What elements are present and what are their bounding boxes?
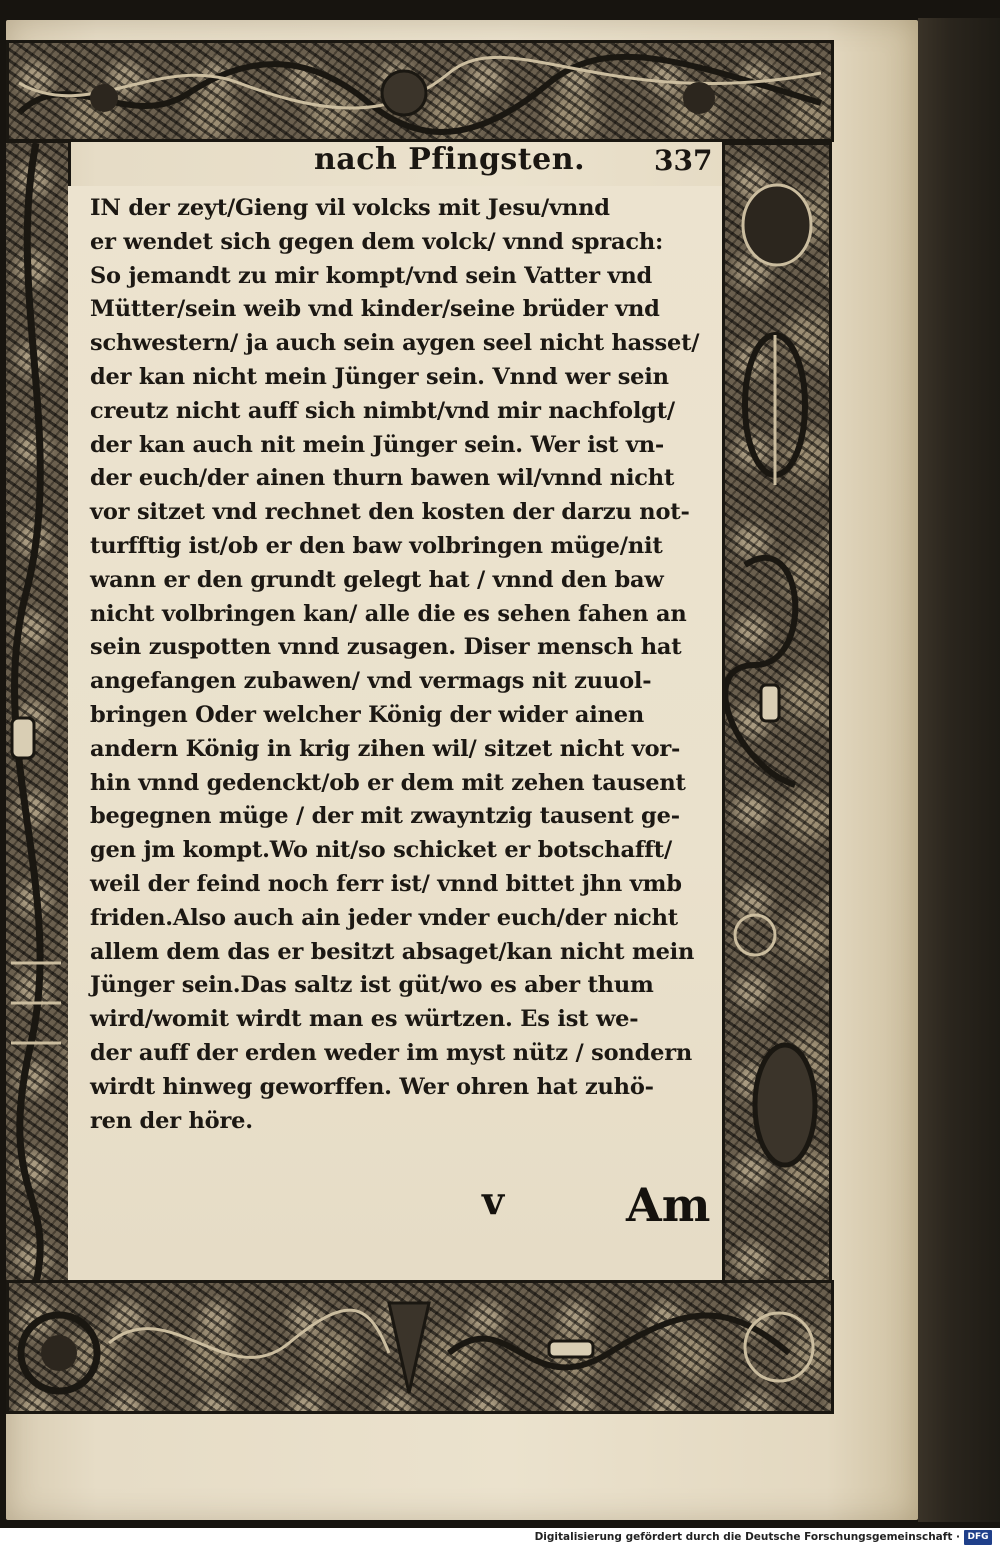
- text-line: der kan nicht mein Jünger sein. Vnnd wer sein: [90, 363, 669, 390]
- woodcut-border-ornament-icon: [9, 1283, 831, 1411]
- signature-mark: v: [482, 1178, 505, 1223]
- credit-bar: [0, 1528, 1000, 1548]
- text-line: bringen Oder welcher König der wider ainen: [90, 701, 645, 728]
- body-text: [90, 192, 720, 1138]
- book-fore-edge: [918, 18, 1000, 1522]
- text-line: gen jm kompt.Wo nit/so schicket er botschafft/: [90, 837, 672, 864]
- text-line: allem dem das er besitzt absaget/kan nicht mein: [90, 938, 695, 965]
- woodcut-border-ornament-icon: [9, 43, 831, 139]
- text-line: hin vnnd gedenckt/ob er dem mit zehen tausent: [90, 769, 686, 796]
- text-line: andern König in krig zihen wil/ sitzet nicht vor-: [90, 735, 681, 762]
- page-number: 337: [654, 144, 713, 177]
- text-line: wann er den grundt gelegt hat / vnnd den baw: [90, 566, 664, 593]
- text-line: der auff der erden weder im myst nütz / sondern: [90, 1039, 693, 1066]
- text-line: nicht volbringen kan/ alle die es sehen fahen an: [90, 600, 687, 627]
- woodcut-border-ornament-icon: [725, 145, 829, 1285]
- text-line: begegnen müge / der mit zwayntzig tausent ge-: [90, 803, 680, 830]
- text-line: der euch/der ainen thurn bawen wil/vnnd nicht: [90, 465, 675, 492]
- text-line: der kan auch nit mein Jünger sein. Wer ist vn-: [90, 431, 665, 458]
- text-line: sein zuspotten vnnd zusagen. Diser mensch hat: [90, 634, 682, 661]
- text-line: So jemandt zu mir kompt/vnd sein Vatter vnd: [90, 262, 653, 289]
- text-line: er wendet sich gegen dem volck/ vnnd sprach:: [90, 228, 664, 255]
- text-line: Jünger sein.Das saltz ist güt/wo es aber thum: [90, 972, 654, 999]
- text-line: wird/womit wirdt man es würtzen. Es ist we-: [90, 1006, 639, 1033]
- text-line: ren der höre.: [90, 1107, 253, 1134]
- text-line: IN der zeyt/Gieng vil volcks mit Jesu/vnnd: [90, 195, 610, 221]
- text-line: angefangen zubawen/ vnd vermags nit zuuol-: [90, 668, 652, 695]
- woodcut-border-left: [6, 140, 71, 1286]
- woodcut-border-ornament-icon: [6, 143, 68, 1283]
- dfg-logo: DFG: [964, 1530, 992, 1545]
- text-line: Mütter/sein weib vnd kinder/seine brüder vnd: [90, 296, 660, 323]
- text-line: creutz nicht auff sich nimbt/vnd mir nachfolgt/: [90, 397, 675, 424]
- woodcut-border-right: [722, 142, 832, 1288]
- text-line: wirdt hinweg geworffen. Wer ohren hat zuhö-: [90, 1073, 654, 1100]
- text-line: schwestern/ ja auch sein aygen seel nicht hasset/: [90, 330, 700, 357]
- catchword: Am: [626, 1178, 711, 1232]
- woodcut-border-bottom: [6, 1280, 834, 1414]
- text-line: friden.Also auch ain jeder vnder euch/der nicht: [90, 904, 678, 931]
- woodcut-border-top: [6, 40, 834, 142]
- text-line: weil der feind noch ferr ist/ vnnd bittet jhn vmb: [90, 870, 682, 897]
- running-head: nach Pfingsten.: [314, 142, 586, 177]
- text-line: vor sitzet vnd rechnet den kosten der darzu not-: [90, 499, 690, 526]
- text-line: turfftig ist/ob er den baw volbringen müge/nit: [90, 532, 663, 559]
- running-headline: [68, 140, 738, 186]
- funding-credit: Digitalisierung gefördert durch die Deutsche Forschungsgemeinschaft ·: [534, 1531, 960, 1543]
